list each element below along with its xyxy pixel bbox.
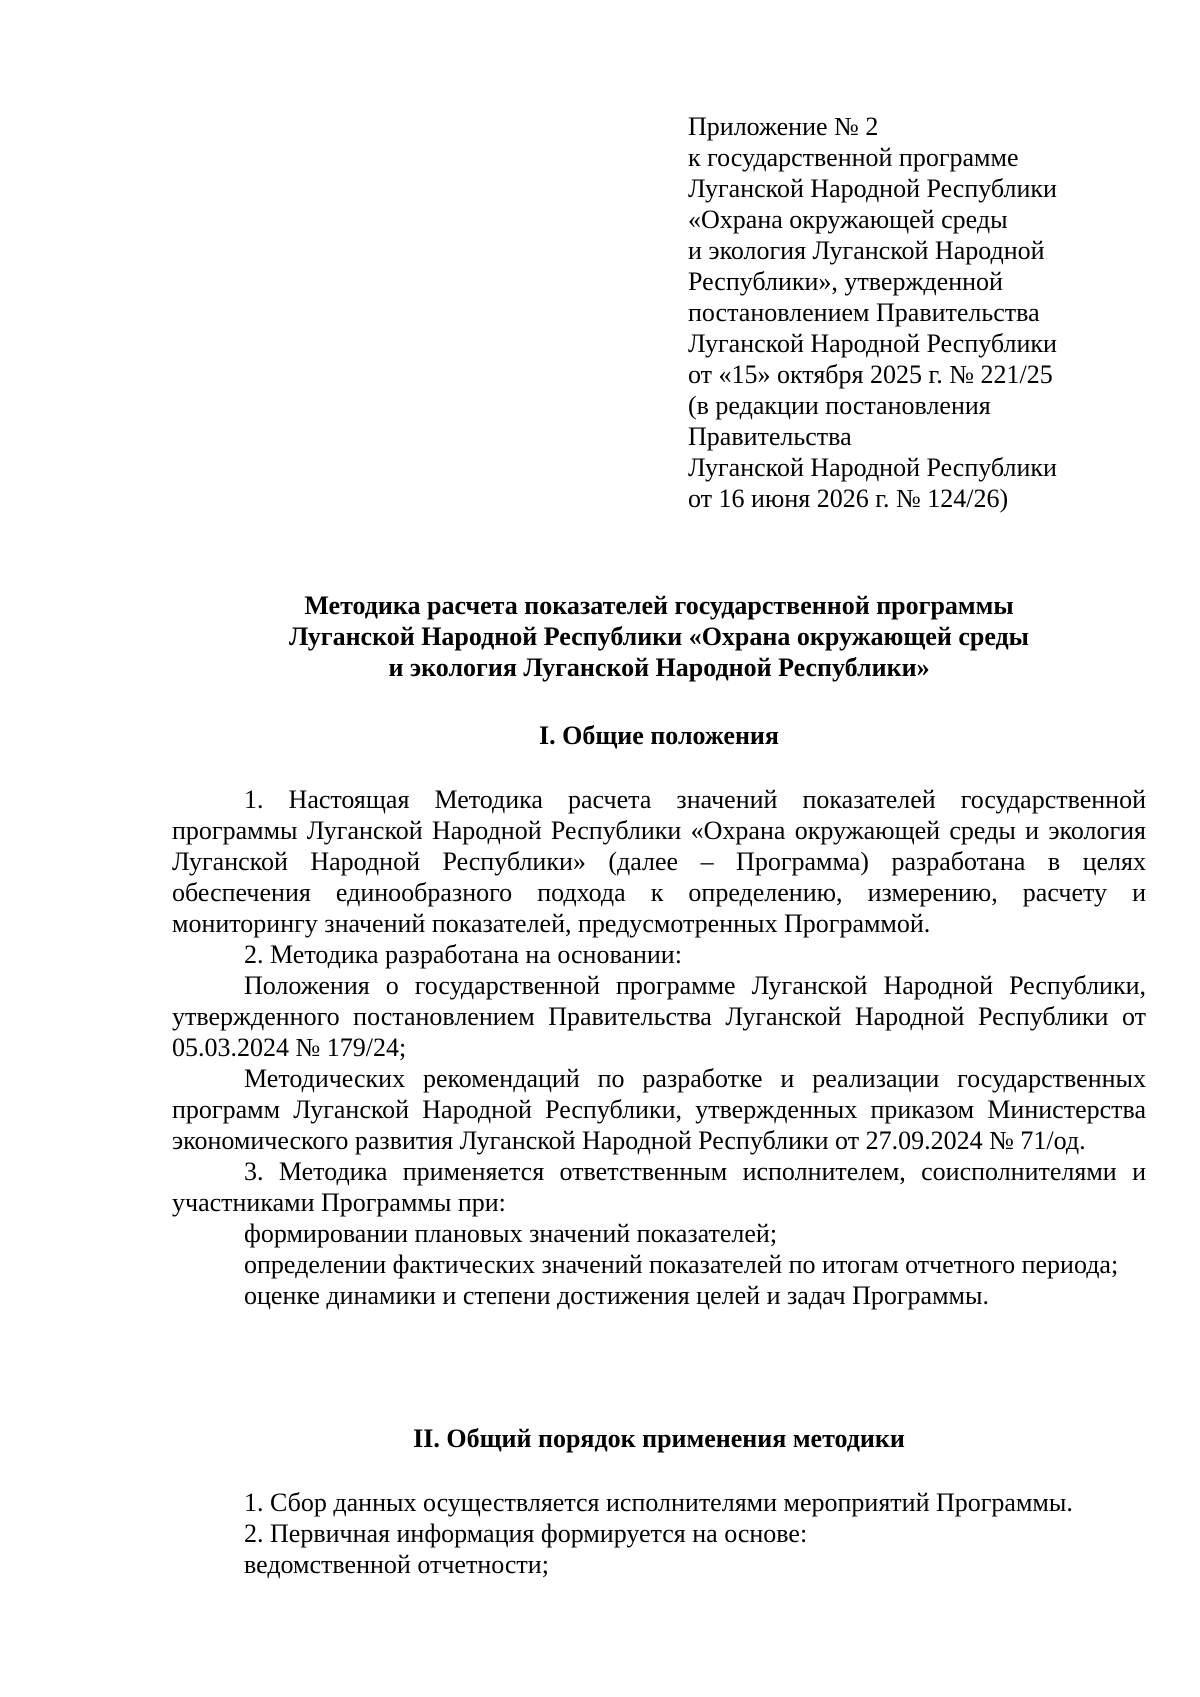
title-line: Методика расчета показателей государственной программы [304,591,1014,620]
appendix-line: Правительства [688,422,852,451]
section-heading: II. Общий порядок применения методики [413,1424,905,1453]
document-title [172,590,1146,683]
title-line: и экология Луганской Народной Республики» [388,653,930,682]
title-line: Луганской Народной Республики «Охрана окружающей среды [289,622,1029,651]
paragraph: 2. Методика разработана на основании: [244,940,682,969]
appendix-line: Луганской Народной Республики [688,329,1057,358]
appendix-line: от 16 июня 2026 г. № 124/26) [688,484,1009,513]
section-body [172,1487,1146,1580]
list-item: ведомственной отчетности; [244,1550,549,1579]
section-heading: I. Общие положения [539,721,779,750]
appendix-line: «Охрана окружающей среды [688,205,1008,234]
section-body [172,784,1146,1311]
appendix-line: Луганской Народной Республики [688,453,1057,482]
paragraph: 2. Первичная информация формируется на основе: [244,1519,808,1548]
appendix-line: постановлением Правительства [688,298,1040,327]
appendix-line: к государственной программе [688,143,1019,172]
paragraph: Методических рекомендаций по разработке и реализации государственных программ Луганской Народной Республики, утвержденных приказом Министерства экономического развития Луганской Народной Республики от 27.09.2024 № 71/од. [172,1064,1146,1155]
appendix-line: Луганской Народной Республики [688,174,1057,203]
paragraph: 1. Сбор данных осуществляется исполнителями мероприятий Программы. [244,1488,1073,1517]
list-item: определении фактических значений показателей по итогам отчетного периода; [244,1250,1119,1279]
appendix-line: и экология Луганской Народной [688,236,1045,265]
appendix-line: Республики», утвержденной [688,267,1003,296]
appendix-block [688,111,1108,514]
paragraph: 1. Настоящая Методика расчета значений показателей государственной программы Луганской Народной Республики «Охрана окружающей среды и экология Луганской Народной Республики» (далее – Программа) разработана в целях обеспечения единообразного подхода к определению, измерению, расчету и мониторингу значений показателей, предусмотренных Программой. [172,785,1146,938]
appendix-line: Приложение № 2 [688,112,879,141]
paragraph: 3. Методика применяется ответственным исполнителем, соисполнителями и участниками Программы при: [172,1157,1146,1217]
appendix-line: (в редакции постановления [688,391,991,420]
appendix-line: от «15» октября 2025 г. № 221/25 [688,360,1053,389]
list-item: оценке динамики и степени достижения целей и задач Программы. [244,1281,989,1310]
paragraph: Положения о государственной программе Луганской Народной Республики, утвержденного постановлением Правительства Луганской Народной Республики от 05.03.2024 № 179/24; [172,971,1146,1062]
list-item: формировании плановых значений показателей; [244,1219,778,1248]
